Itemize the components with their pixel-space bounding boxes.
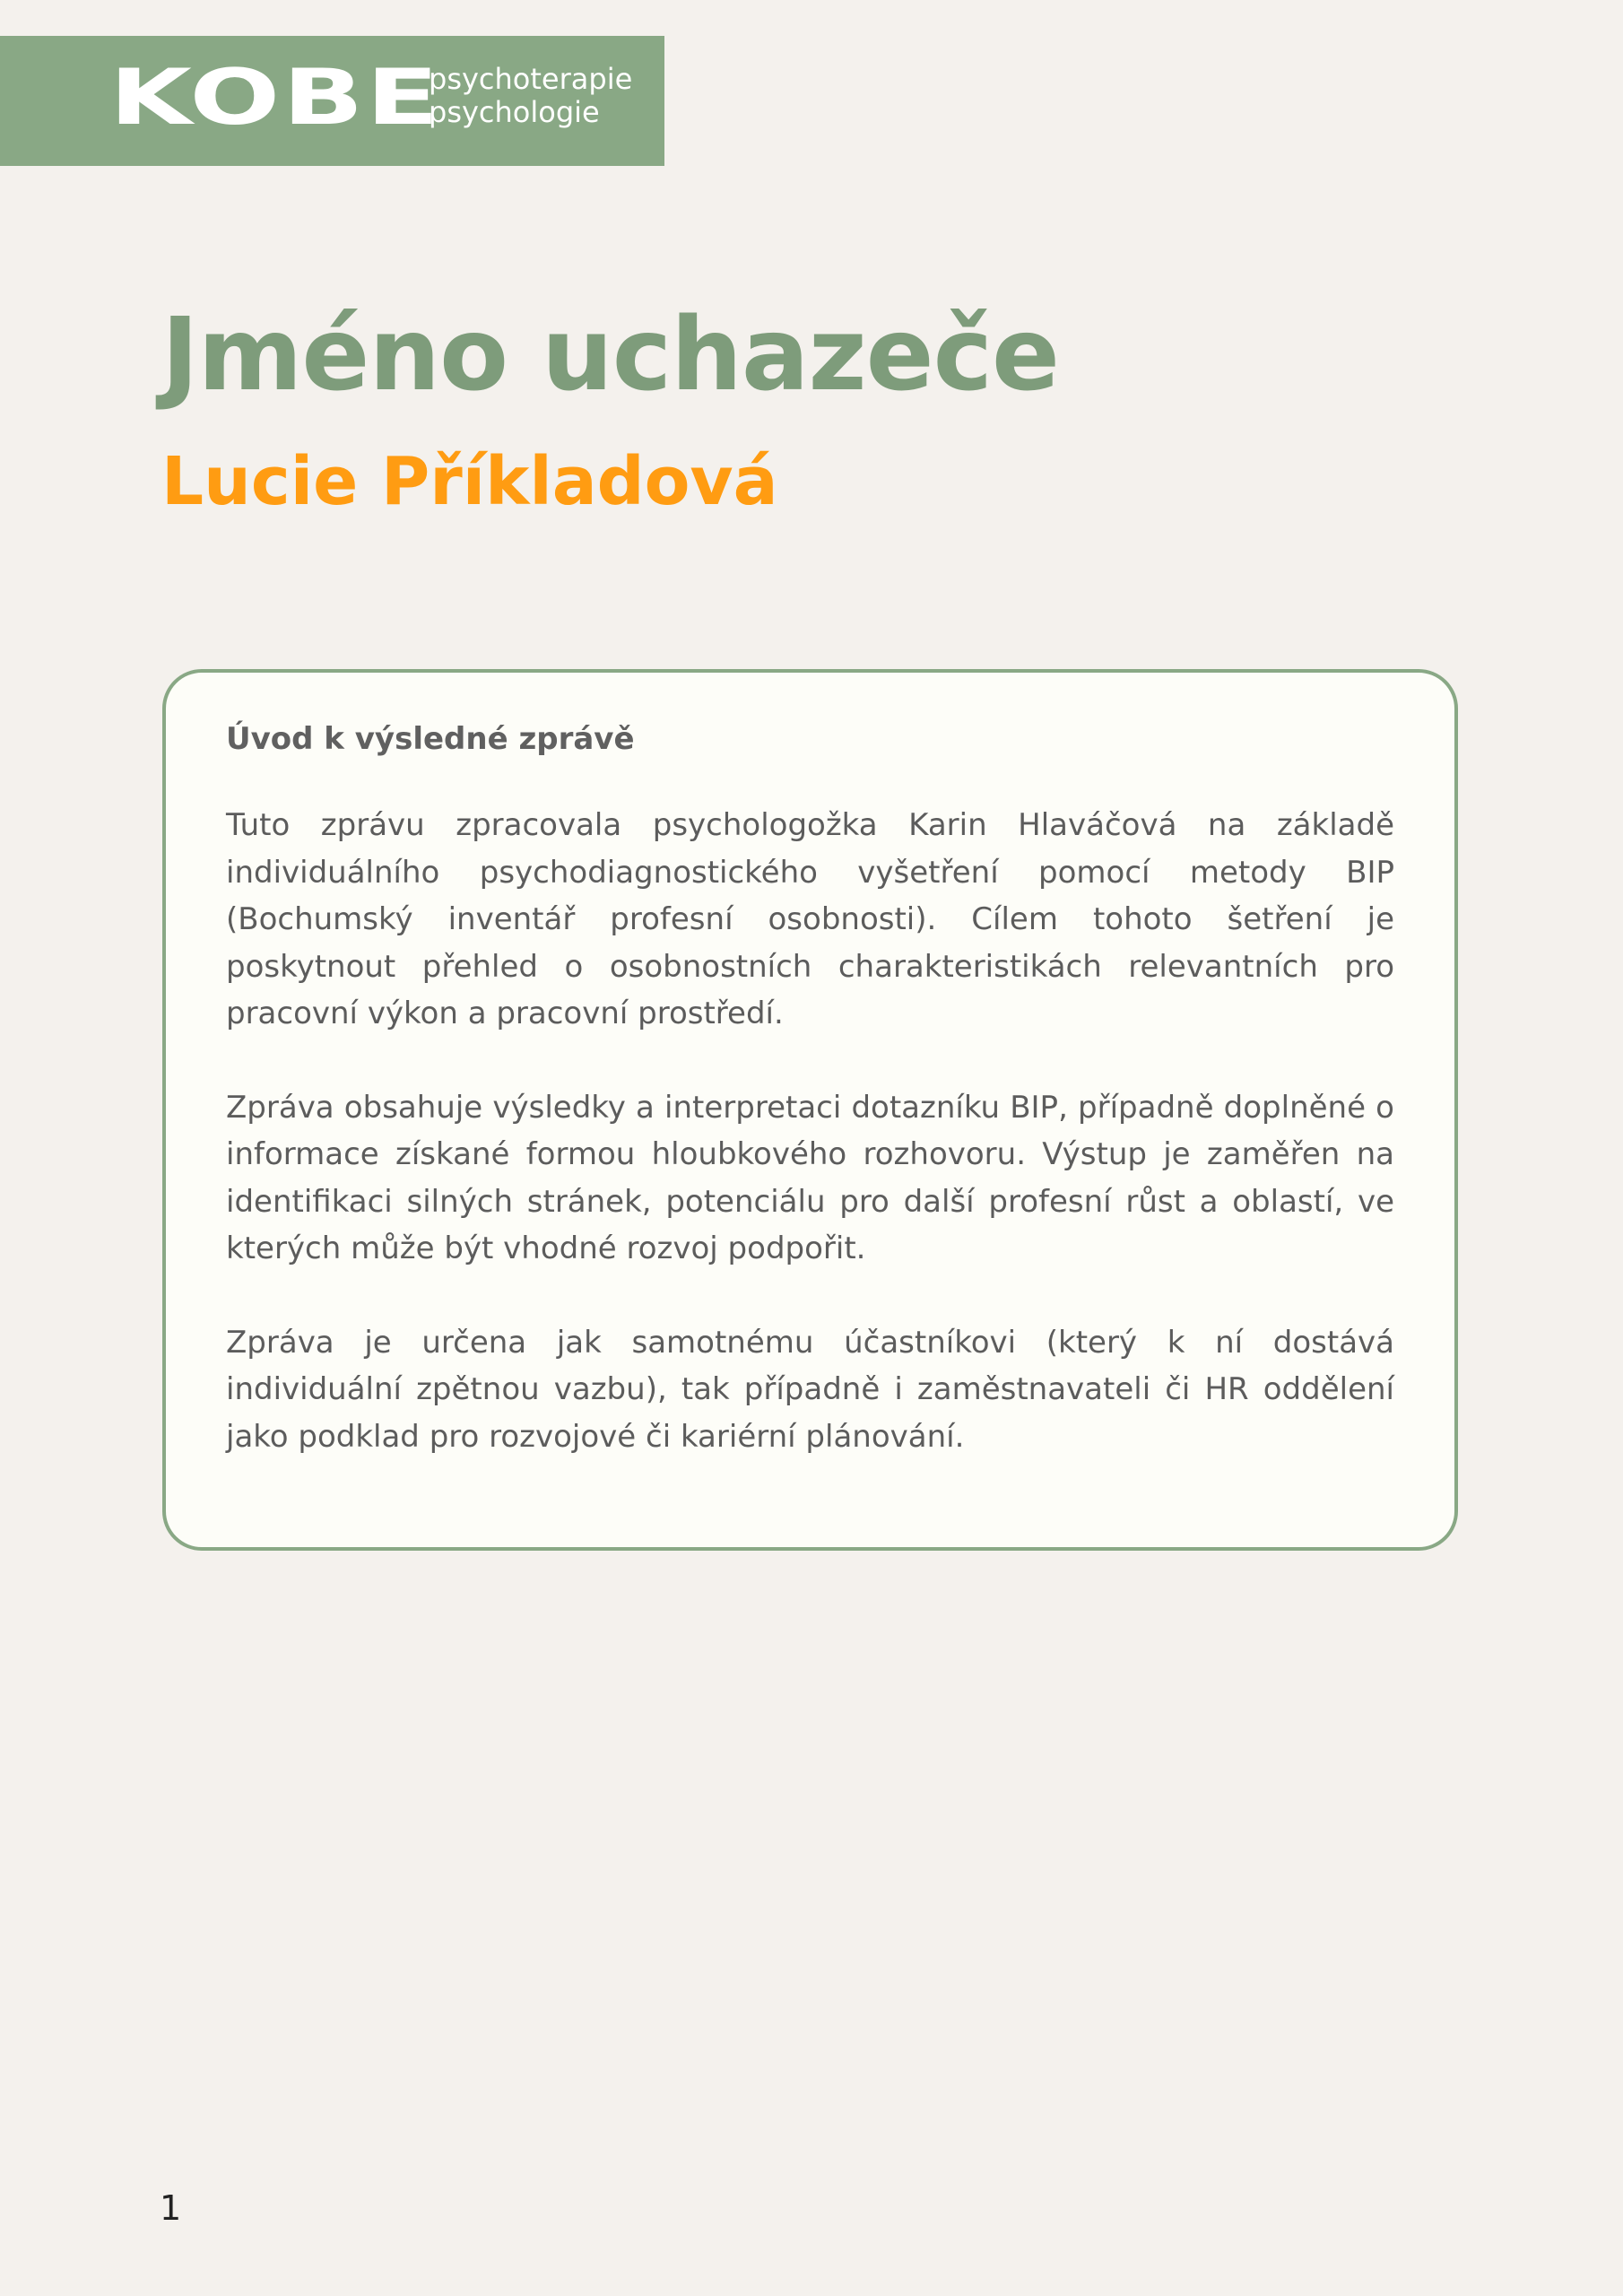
intro-paragraph: Zpráva obsahuje výsledky a interpretaci dotazníku BIP, případně doplněné o informace získané formou hloubkového rozhovoru. Výstup je zaměřen na identifikaci silných stránek, potenciálu pro další profesní růst a oblastí, ve kterých může být vhodné rozvoj podpořit. <box>226 1089 1394 1266</box>
page-title: Jméno uchazeče <box>161 297 1059 413</box>
intro-paragraph: Tuto zprávu zpracovala psychologožka Karin Hlaváčová na základě individuálního psychodiagnostického vyšetření pomocí metody BIP (Bochumský inventář profesní osobnosti). Cílem tohoto šetření je poskytnout přehled o osobnostních charakteristikách relevantních pro pracovní výkon a pracovní prostředí. <box>226 807 1394 1031</box>
logo-wordmark: KOBE <box>109 53 442 143</box>
logo-subtitle-line2: psychologie <box>429 95 600 129</box>
logo-subtitle <box>429 63 632 129</box>
intro-box <box>162 669 1458 1551</box>
candidate-name: Lucie Příkladová <box>161 443 778 520</box>
logo-banner <box>0 36 664 166</box>
logo-subtitle-line1: psychoterapie <box>429 62 633 96</box>
page-number: 1 <box>160 2188 182 2228</box>
intro-paragraph: Zpráva je určena jak samotnému účastníkovi (který k ní dostává individuální zpětnou vazbu), tak případně i zaměstnavateli či HR oddělení jako podklad pro rozvojové či kariérní plánování. <box>226 1324 1394 1455</box>
intro-title: Úvod k výsledné zprávě <box>226 721 635 757</box>
